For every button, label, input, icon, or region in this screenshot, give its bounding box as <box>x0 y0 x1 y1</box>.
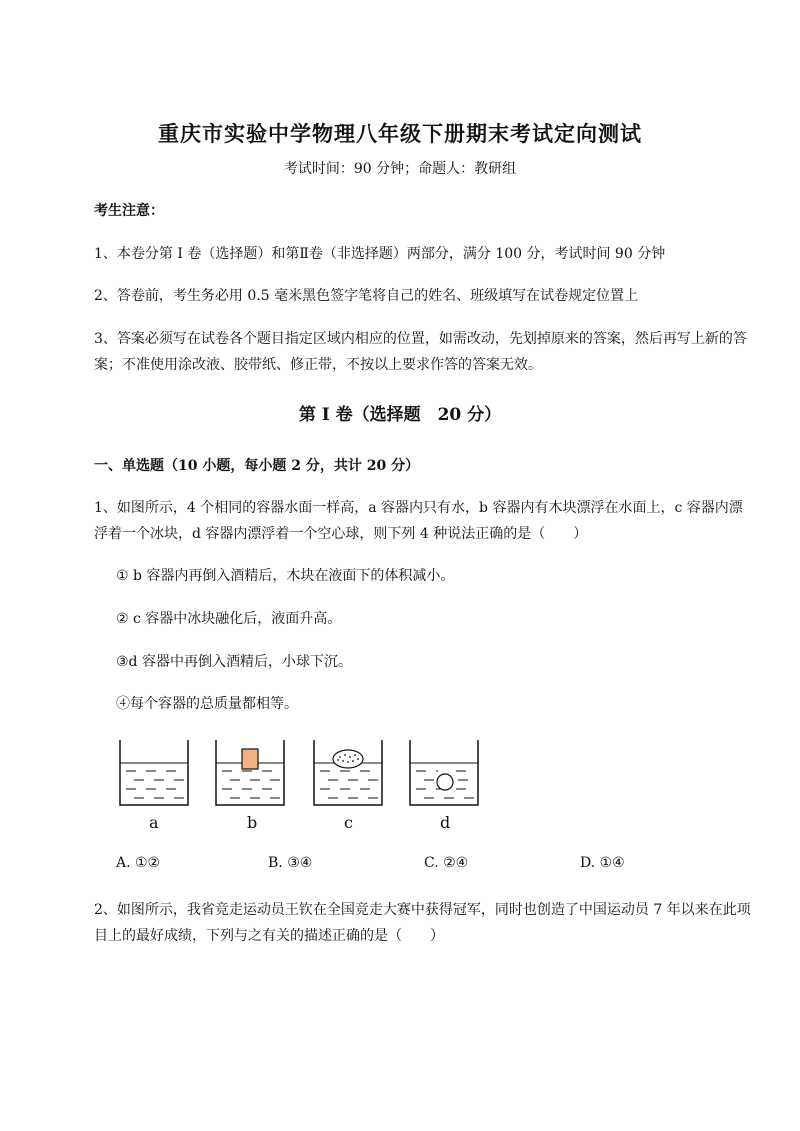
notice-item-1: 1、本卷分第 I 卷（选择题）和第Ⅱ卷（非选择题）两部分，满分 100 分，考试时间 90 分钟 <box>94 246 666 262</box>
option-c[interactable]: C. ②④ <box>424 855 469 871</box>
label-c: c <box>344 813 353 832</box>
exam-subtitle: 考试时间：90 分钟；命题人：教研组 <box>283 161 517 177</box>
option-d[interactable]: D. ①④ <box>580 855 625 871</box>
question-2-stem: 2、如图所示，我省竞走运动员王钦在全国竞走大赛中获得冠军，同时也创造了中国运动员 7 年以来在此项目上的最好成绩，下列与之有关的描述正确的是（ ） <box>94 902 751 944</box>
option-a[interactable]: A. ①② <box>116 855 161 871</box>
part-heading: 一、单选题（10 小题，每小题 2 分，共计 20 分） <box>94 458 420 474</box>
notice-item-3: 3、答案必须写在试卷各个题目指定区域内相应的位置，如需改动，先划掉原来的答案，然后再写上新的答案；不准使用涂改液、胶带纸、修正带，不按以上要求作答的答案无效。 <box>94 331 747 373</box>
notice-heading: 考生注意： <box>94 203 164 219</box>
container-a <box>120 740 188 805</box>
label-d: d <box>440 813 451 832</box>
question-1-statement-4: ④每个容器的总质量都相等。 <box>116 696 298 712</box>
container-d <box>410 740 478 805</box>
notice-item-2: 2、答卷前，考生务必用 0.5 毫米黑色签字笔将自己的姓名、班级填写在试卷规定位置上 <box>94 288 639 304</box>
question-1-stem: 1、如图所示，4 个相同的容器水面一样高，a 容器内只有水，b 容器内有木块漂浮在水面上，c 容器内漂浮着一个冰块，d 容器内漂浮着一个空心球，则下列 4 种说法正确的是（ ） <box>94 500 743 542</box>
container-c <box>314 740 382 805</box>
container-b <box>216 740 284 805</box>
wood-block <box>242 749 258 769</box>
ice-block <box>333 750 363 768</box>
label-b: b <box>247 813 258 832</box>
section-title: 第 I 卷（选择题 20 分） <box>298 405 502 425</box>
question-1-statement-3: ③d 容器中再倒入酒精后，小球下沉。 <box>116 654 352 670</box>
question-1-statement-2: ② c 容器中冰块融化后，液面升高。 <box>116 611 342 627</box>
hollow-ball <box>437 774 453 790</box>
containers-figure <box>110 735 500 835</box>
exam-title: 重庆市实验中学物理八年级下册期末考试定向测试 <box>158 121 642 146</box>
question-1-statement-1: ① b 容器内再倒入酒精后，木块在液面下的体积减小。 <box>116 568 455 584</box>
label-a: a <box>149 813 159 832</box>
option-b[interactable]: B. ③④ <box>268 855 313 871</box>
